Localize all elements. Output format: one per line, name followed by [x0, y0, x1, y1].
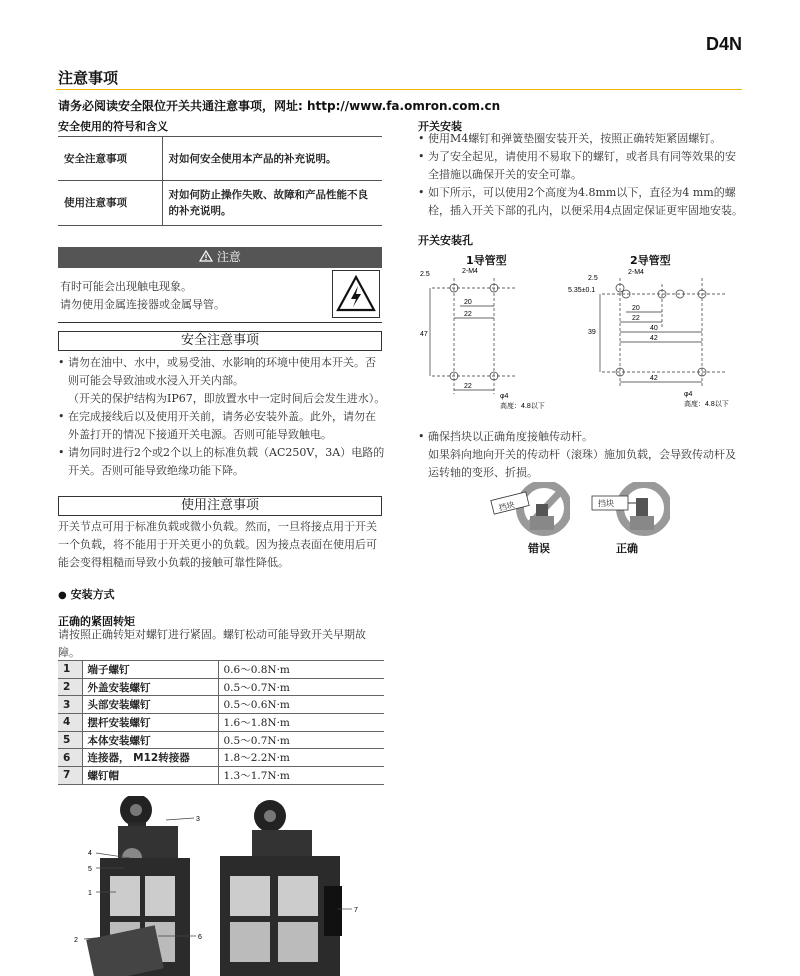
table-row — [58, 181, 382, 226]
row-number: 5 — [58, 731, 82, 749]
caution-bar — [58, 247, 382, 268]
part-name: 螺钉帽 — [82, 767, 218, 785]
caution-line: 请勿使用金属连接器或金属导管。 — [60, 298, 225, 311]
symbols-title: 安全使用的符号和含义 — [58, 120, 168, 133]
switch-photo-right — [220, 800, 342, 976]
dim-label: 高度：4.8以下 — [684, 401, 729, 408]
row-number: 4 — [58, 714, 82, 732]
part-name: 本体安装螺钉 — [82, 731, 218, 749]
electric-shock-icon — [332, 270, 380, 318]
dim-label: 22 — [632, 315, 640, 322]
torque-value: 0.5～0.7N·m — [218, 731, 384, 749]
dim-label: 42 — [650, 375, 658, 382]
part-name: 端子螺钉 — [82, 661, 218, 679]
model-name: D4N — [706, 34, 743, 54]
list-item: • 请勿在油中、水中，或易受油、水影响的环境中使用本开关。否则可能会导致油或水浸入开关内部。 — [58, 354, 386, 390]
holes-title: 开关安装孔 — [418, 234, 473, 247]
symbol-key: 安全注意事项 — [58, 137, 162, 181]
safety-title: 安全注意事项 — [58, 331, 382, 351]
section-title: 注意事项 — [58, 69, 119, 87]
dim-label: 20 — [464, 299, 472, 306]
part-name: 摆杆安装螺钉 — [82, 714, 218, 732]
install-title: ● 安装方式 — [58, 588, 115, 601]
mounting-title: 开关安装 — [418, 120, 462, 133]
list-item: • 如下所示，可以使用2个高度为4.8mm以下，直径为4 mm的螺栓，插入开关下部的孔内，以便采用4点固定保证更牢固地安装。 — [418, 184, 744, 220]
dim-label: φ4 — [684, 391, 693, 398]
torque-table — [58, 660, 384, 785]
table-row — [58, 678, 384, 696]
title-rule — [56, 89, 742, 90]
dim-label: 2.5 — [420, 271, 430, 278]
list-item: • 在完成接线后以及使用开关前，请务必安装外盖。此外，请勿在外盖打开的情况下接通开关电源。否则可能导致触电。 — [58, 408, 386, 444]
dim-label: 5.35±0.1 — [568, 287, 596, 294]
dim-label: 高度：4.8以下 — [500, 403, 545, 410]
switch-photo-left — [86, 796, 190, 976]
callout-label: 5 — [88, 866, 92, 873]
torque-value: 0.6～0.8N·m — [218, 661, 384, 679]
symbol-value: 对如何防止操作失败、故障和产品性能不良的补充说明。 — [162, 181, 382, 226]
list-item: • 使用M4螺钉和弹簧垫圈安装开关，按照正确转矩紧固螺钉。 — [418, 130, 744, 148]
part-name: 外盖安装螺钉 — [82, 678, 218, 696]
usage-title: 使用注意事项 — [58, 496, 382, 516]
right-contact-illustration — [590, 482, 670, 538]
dim-label: 2-M4 — [628, 269, 644, 276]
dim-label: 42 — [650, 335, 658, 342]
dog-text: 如果斜向地向开关的传动杆（滚珠）施加负载，会导致传动杆及运转轴的变形、折损。 — [428, 448, 736, 479]
safety-list — [58, 354, 386, 480]
callout-label: 6 — [198, 934, 202, 941]
torque-text: 请按照正确转矩对螺钉进行紧固。螺钉松动可能导致开关早期故障。 — [58, 628, 366, 659]
dim-label: φ4 — [500, 393, 509, 400]
table-row — [58, 696, 384, 714]
dog-tag-label: 挡块 — [497, 500, 516, 513]
switch-photos — [70, 796, 390, 976]
callout-label: 1 — [88, 890, 92, 897]
torque-value: 1.6～1.8N·m — [218, 714, 384, 732]
dim-label: 22 — [464, 311, 472, 318]
dim-label: 47 — [420, 331, 428, 338]
list-item: • 请勿同时进行2个或2个以上的标准负载（AC250V，3A）电路的开关。否则可能导致绝缘功能下降。 — [58, 444, 386, 480]
row-number: 6 — [58, 749, 82, 767]
diagram1-title: 1导管型 — [466, 254, 507, 267]
callout-label: 4 — [88, 850, 92, 857]
torque-title: 正确的紧固转矩 — [58, 615, 135, 628]
dim-label: 2.5 — [588, 275, 598, 282]
wrong-label: 错误 — [528, 542, 550, 555]
usage-text: 开关节点可用于标准负载或微小负载。然而，一旦将接点用于开关一个负载，将不能用于开关更小的负载。因为接点表面在使用后可能会变得粗糙而导致小负载的接触可靠性降低。 — [58, 520, 377, 569]
table-row — [58, 714, 384, 732]
notice-text: 请务必阅读安全限位开关共通注意事项，网址: http://www.fa.omron.com.cn — [58, 99, 501, 113]
diagram2-title: 2导管型 — [630, 254, 671, 267]
table-row — [58, 731, 384, 749]
list-item: • 为了安全起见，请使用不易取下的螺钉，或者具有同等效果的安全措施以确保开关的安全可靠。 — [418, 148, 744, 184]
diagram1-drawing — [416, 264, 566, 414]
mounting-list — [418, 130, 744, 220]
table-row — [58, 767, 384, 785]
table-row — [58, 661, 384, 679]
torque-value: 0.5～0.6N·m — [218, 696, 384, 714]
dim-label: 40 — [650, 325, 658, 332]
dim-label: 2-M4 — [462, 268, 478, 275]
part-name: 头部安装螺钉 — [82, 696, 218, 714]
divider — [58, 322, 382, 323]
dim-label: 22 — [464, 383, 472, 390]
symbol-key: 使用注意事项 — [58, 181, 162, 226]
row-number: 2 — [58, 678, 82, 696]
callout-label: 7 — [354, 907, 358, 914]
row-number: 1 — [58, 661, 82, 679]
diagram2-drawing — [566, 264, 746, 414]
symbol-value: 对如何安全使用本产品的补充说明。 — [162, 137, 382, 181]
row-number: 7 — [58, 767, 82, 785]
wrong-contact-illustration — [490, 482, 570, 538]
torque-value: 1.8～2.2N·m — [218, 749, 384, 767]
install-title-text: 安装方式 — [70, 588, 115, 601]
table-row — [58, 137, 382, 181]
symbols-table — [58, 136, 382, 226]
torque-value: 1.3～1.7N·m — [218, 767, 384, 785]
callout-label: 3 — [196, 816, 200, 823]
caution-label: 注意 — [216, 250, 241, 264]
dog-text-block — [418, 428, 744, 482]
row-number: 3 — [58, 696, 82, 714]
caution-line: 有时可能会出现触电现象。 — [60, 280, 192, 293]
right-label: 正确 — [616, 542, 638, 555]
dim-label: 39 — [588, 329, 596, 336]
warning-triangle-icon — [199, 250, 217, 264]
dim-label: 20 — [632, 305, 640, 312]
dog-title: • 确保挡块以正确角度接触传动杆。 — [418, 428, 744, 446]
table-row — [58, 749, 384, 767]
callout-label: 2 — [74, 937, 78, 944]
torque-value: 0.5～0.7N·m — [218, 678, 384, 696]
part-name: 连接器， M12转接器 — [82, 749, 218, 767]
dog-tag-label: 挡块 — [598, 499, 614, 508]
safety-note: （开关的保护结构为IP67，即放置水中一定时间后会发生进水）。 — [68, 392, 386, 405]
